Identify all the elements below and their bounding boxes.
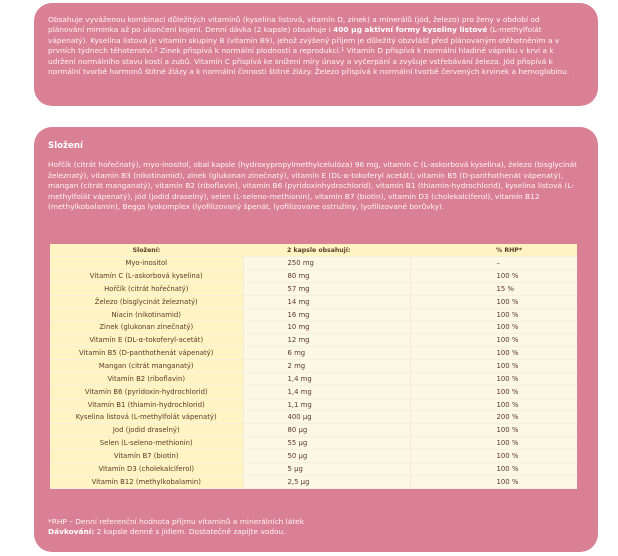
table-row — [50, 424, 577, 437]
table-row — [50, 308, 577, 321]
row-ingredient: Vitamín B2 (riboflavin) — [50, 372, 243, 385]
row-amount: 400 µg — [243, 411, 410, 424]
row-ingredient: Zinek (glukonan zinečnatý) — [50, 321, 243, 334]
row-ingredient: Niacin (nikotinamid) — [50, 308, 243, 321]
row-amount: 2 mg — [243, 360, 410, 373]
row-amount: 57 mg — [243, 283, 410, 296]
row-rhp: – — [410, 257, 577, 270]
table-row — [50, 385, 577, 398]
row-ingredient: Vitamín D3 (cholekalciferol) — [50, 462, 243, 475]
row-rhp: 100 % — [410, 385, 577, 398]
header-amount: 2 kapsle obsahují: — [243, 244, 410, 257]
row-rhp: 15 % — [410, 283, 577, 296]
table-row — [50, 270, 577, 283]
table-row — [50, 398, 577, 411]
table-row — [50, 462, 577, 475]
table-row — [50, 295, 577, 308]
row-amount: 1,1 mg — [243, 398, 410, 411]
folic-acid-highlight: 400 µg aktivní formy kyseliny listové — [333, 25, 488, 35]
table-row — [50, 257, 577, 270]
row-amount: 1,4 mg — [243, 372, 410, 385]
row-ingredient: Vitamín B12 (methylkobalamin) — [50, 475, 243, 488]
table-row — [50, 283, 577, 296]
row-ingredient: Myo-inositol — [50, 257, 243, 270]
composition-title: Složení — [48, 141, 83, 151]
product-description-card — [34, 3, 598, 106]
row-amount: 80 µg — [243, 424, 410, 437]
row-ingredient: Vitamín B5 (D-panthothenát vápenatý) — [50, 347, 243, 360]
table-row — [50, 360, 577, 373]
row-rhp: 100 % — [410, 398, 577, 411]
row-ingredient: Kyselina listová (L-methylfolát vápenatý) — [50, 411, 243, 424]
composition-card — [34, 127, 598, 552]
row-amount: 16 mg — [243, 308, 410, 321]
rhp-footnote: *RHP – Denní referenční hodnota příjmu vitamínů a minerálních látek — [48, 517, 304, 526]
row-ingredient: Vitamín C (L-askorbová kyselina) — [50, 270, 243, 283]
row-rhp: 100 % — [410, 270, 577, 283]
header-rhp: % RHP* — [410, 244, 577, 257]
row-ingredient: Vitamín E (DL-α-tokoferyl-acetát) — [50, 334, 243, 347]
row-rhp: 100 % — [410, 295, 577, 308]
row-rhp: 100 % — [410, 475, 577, 488]
row-amount: 12 mg — [243, 334, 410, 347]
table-row — [50, 450, 577, 463]
row-rhp: 200 % — [410, 411, 577, 424]
row-ingredient: Vitamín B6 (pyridoxin-hydrochlorid) — [50, 385, 243, 398]
dosage-text: 2 kapsle denně s jídlem. Dostatečně zapijte vodou. — [94, 527, 286, 537]
row-amount: 80 mg — [243, 270, 410, 283]
row-ingredient: Selen (L-seleno-methionin) — [50, 437, 243, 450]
product-description-text: Obsahuje vyváženou kombinaci důležitých vitamínů (kyselina listová, vitamín D, zinek) a minerálů (jód, železo) pro ženy v období od plánování miminka až po ukončení kojení. Denní dávka (2 kapsle) obsahuje i 400 µg aktivní formy kyseliny listové (L-methylfolát vápenatý). Kyselina listová je vitamín skupiny B (vitamín B9), jehož zvýšený příjem je důležitý obzvlášť před plánovaným otěhotněním a v prvních týdnech těhotenství.$^2$ Zinek přispívá k normální plodnosti a reprodukci.$^1$ Vitamín D přispívá k normální hladině vápníku v krvi a k udržení normálního stavu kostí a zubů. Vitamín C přispívá ke snížení míry únavy a vyčerpání a zvyšuje vstřebávání železa. Jód přispívá k normální tvorbě hormonů štítné žlázy a k normální činnosti štítné žlázy. Železo přispívá k normální tvorbě červených krvinek a hemoglobinu. — [48, 15, 570, 77]
nutrition-table — [50, 244, 577, 489]
table-body — [50, 257, 577, 488]
table-row — [50, 437, 577, 450]
dosage-label: Dávkování: — [48, 527, 95, 537]
row-amount: 1,4 mg — [243, 385, 410, 398]
row-amount: 6 mg — [243, 347, 410, 360]
row-rhp: 100 % — [410, 347, 577, 360]
row-ingredient: Mangan (citrát manganatý) — [50, 360, 243, 373]
row-amount: 5 µg — [243, 462, 410, 475]
row-ingredient: Jod (jodid draselný) — [50, 424, 243, 437]
header-ingredient: Složení: — [50, 244, 243, 257]
row-rhp: 100 % — [410, 360, 577, 373]
dosage-note — [48, 527, 304, 537]
row-rhp: 100 % — [410, 437, 577, 450]
row-amount: 50 µg — [243, 450, 410, 463]
row-rhp: 100 % — [410, 372, 577, 385]
table-row — [50, 334, 577, 347]
row-amount: 14 mg — [243, 295, 410, 308]
composition-text: Hořčík (citrát hořečnatý), myo-inositol, obal kapsle (hydroxypropylmethylcelulóza) 96 mg, vitamín C (L-askorbová kyselina), železo (bisglycinát železnatý), vitamín B3 (nikotinamid), zinek (glukonan zinečnatý), vitamín E (DL-α-tokoferyl acetát), vitamín B5 (D-panthothenát vápenatý), mangan (citrát manganatý), vitamín B2 (riboflavin), vitamín B6 (pyridoxinhydrochlorid), vitamín B1 (thiamin-hydrochlorid), kyselina listová (L-methylfolát vápenatý), jód (jodid draselný), selen (L-seleno-methionin), vitamín B7 (biotin), vitamín D3 (cholekalciferol), vitamín B12 (methylkobalamin), Beggs lyokomplex (lyofilizovaný špenát, lyofilizovane ostružiny, lyofilizované borůvky). — [48, 160, 578, 212]
footnotes — [48, 517, 304, 537]
row-ingredient: Vitamín B7 (biotin) — [50, 450, 243, 463]
row-rhp: 100 % — [410, 308, 577, 321]
row-amount: 250 mg — [243, 257, 410, 270]
table-row — [50, 347, 577, 360]
row-ingredient: Vitamín B1 (thiamin-hydrochlorid) — [50, 398, 243, 411]
row-rhp: 100 % — [410, 321, 577, 334]
table-row — [50, 372, 577, 385]
row-rhp: 100 % — [410, 462, 577, 475]
row-ingredient: Hořčík (citrát hořečnatý) — [50, 283, 243, 296]
row-amount: 2,5 µg — [243, 475, 410, 488]
row-rhp: 100 % — [410, 334, 577, 347]
table-row — [50, 475, 577, 488]
row-ingredient: Železo (bisglycinát železnatý) — [50, 295, 243, 308]
row-rhp: 100 % — [410, 424, 577, 437]
table-header-row — [50, 244, 577, 257]
table-row — [50, 411, 577, 424]
row-rhp: 100 % — [410, 450, 577, 463]
row-amount: 10 mg — [243, 321, 410, 334]
row-amount: 55 µg — [243, 437, 410, 450]
table-row — [50, 321, 577, 334]
